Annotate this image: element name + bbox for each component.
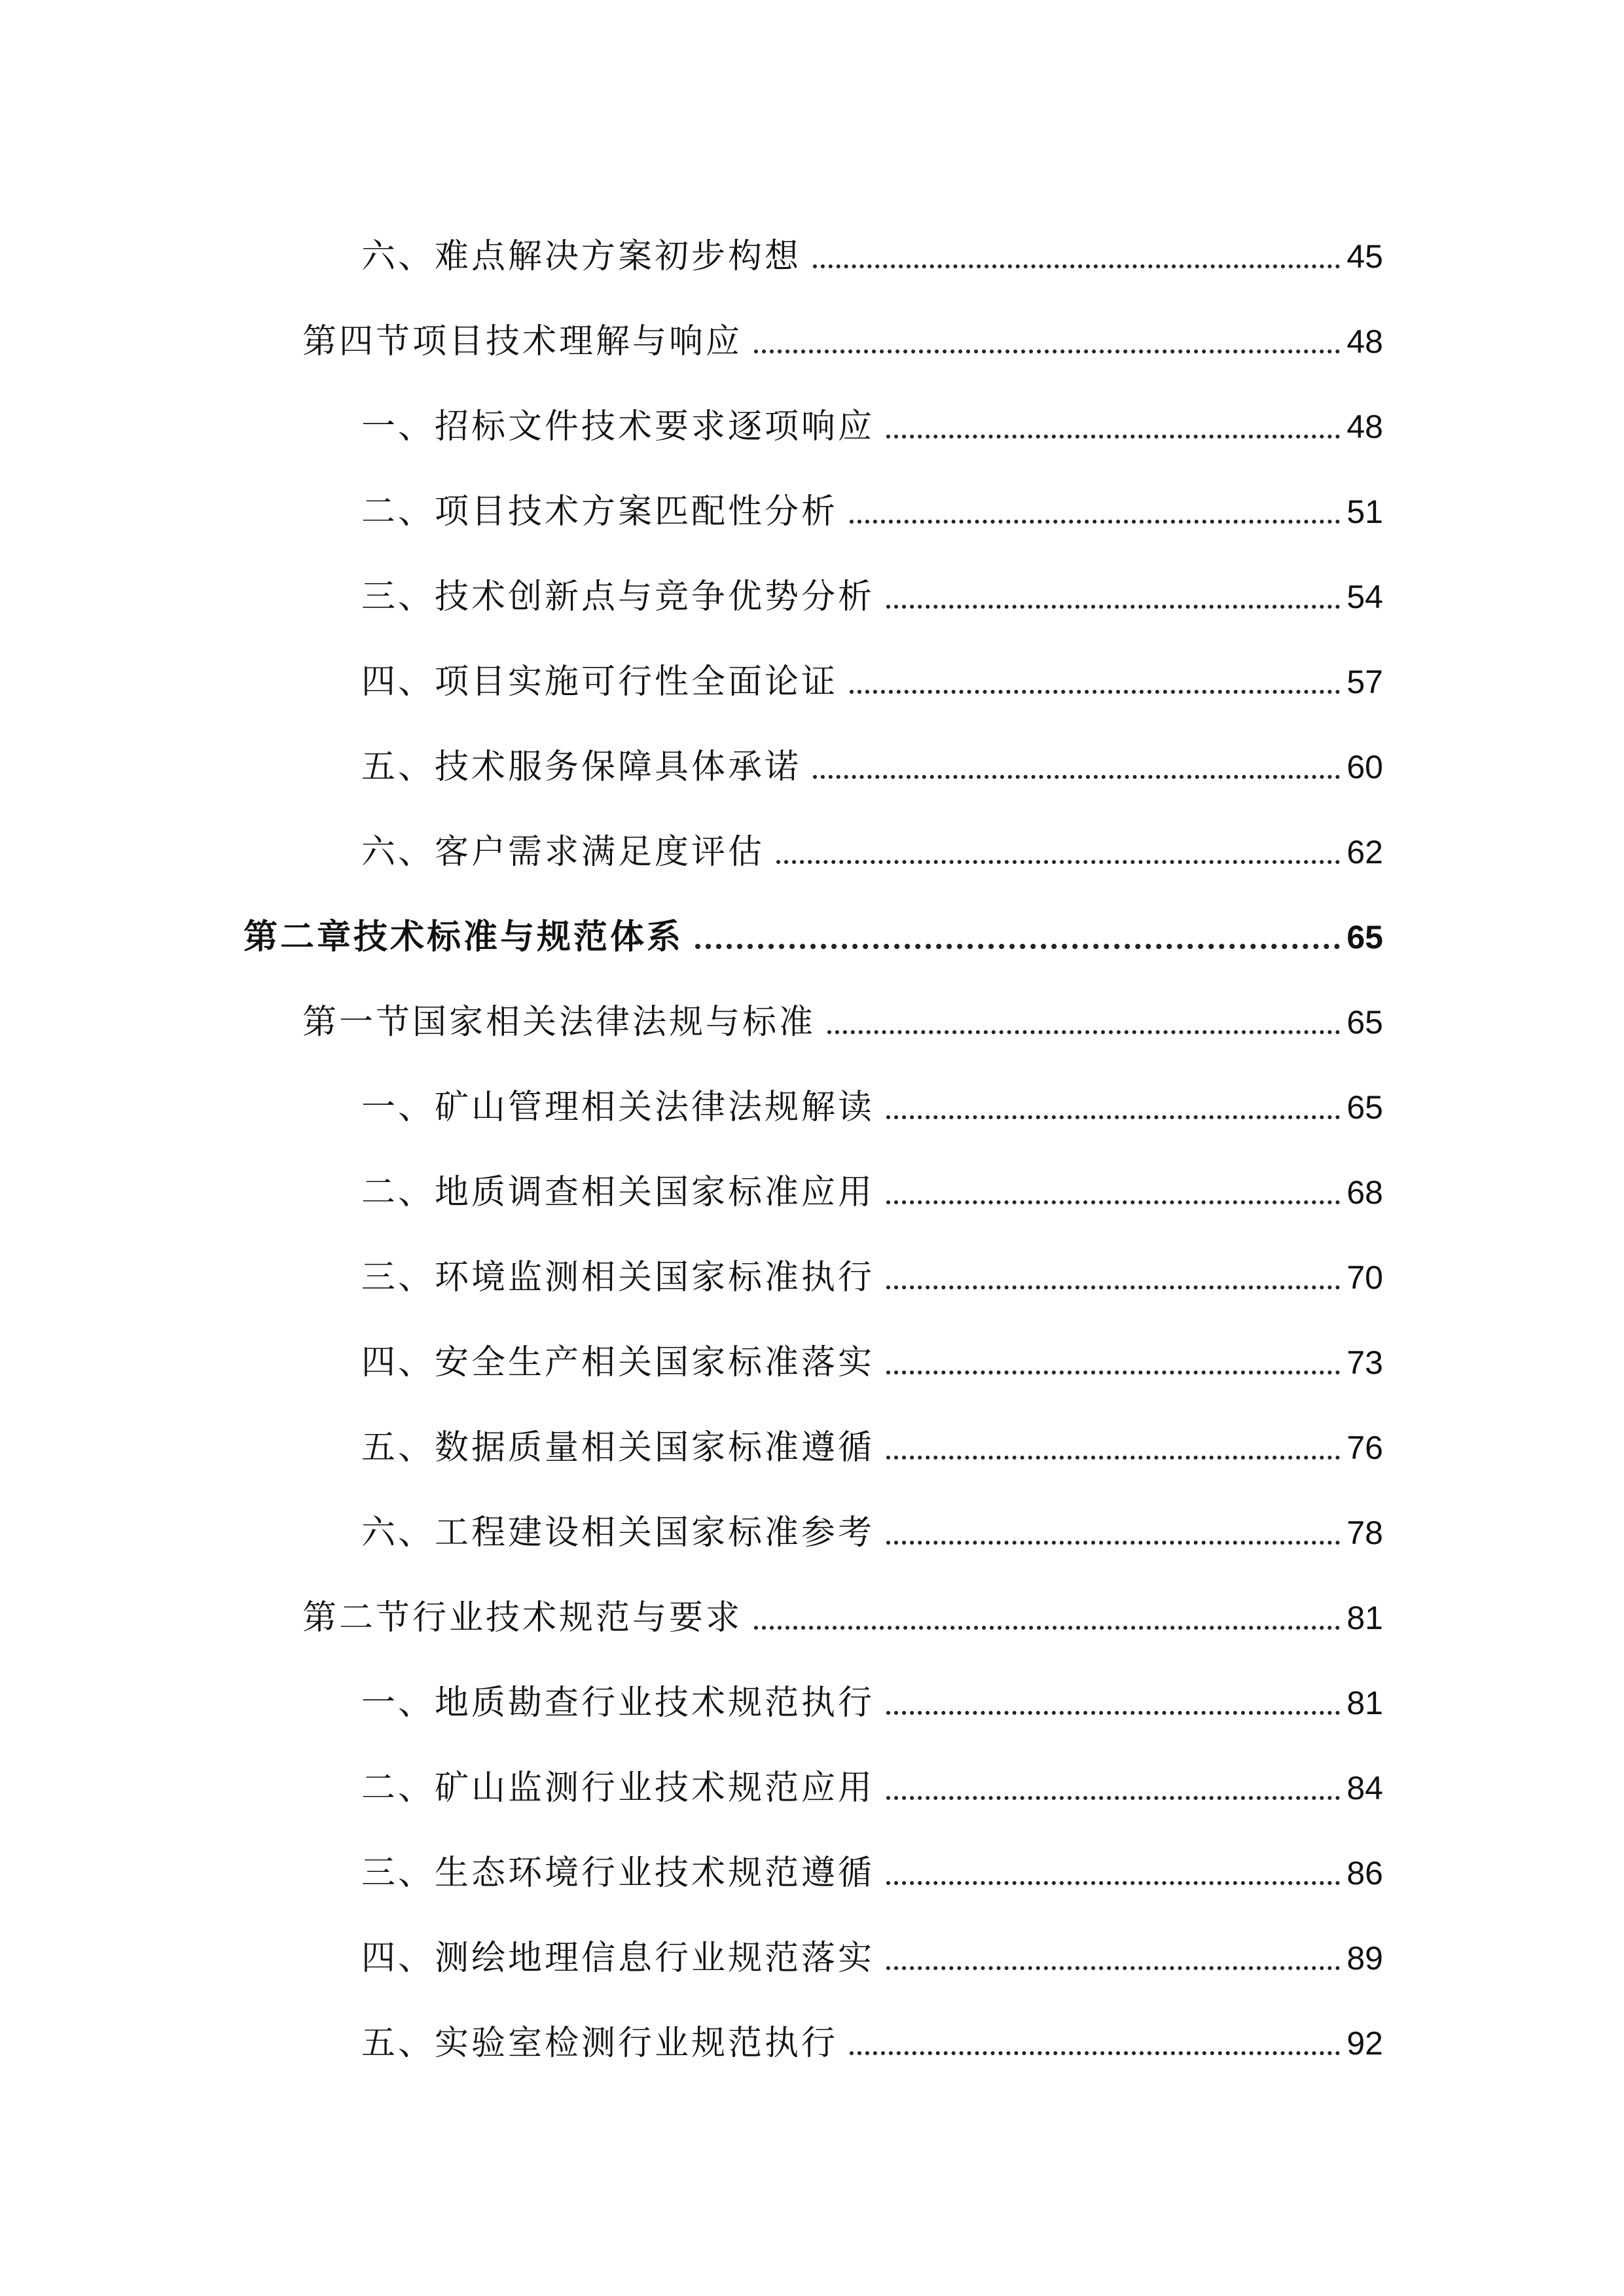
toc-entry-title: 第一节国家相关法律法规与标准 bbox=[302, 1003, 816, 1042]
toc-dot-leader bbox=[886, 1371, 1340, 1374]
toc-entry-page: 62 bbox=[1346, 834, 1383, 870]
toc-entry-page: 73 bbox=[1346, 1344, 1383, 1381]
toc-entry-title: 四、测绘地理信息行业规范落实 bbox=[361, 1939, 875, 1978]
toc-entry-page: 48 bbox=[1346, 408, 1383, 445]
toc-entry[interactable] bbox=[361, 630, 1383, 702]
toc-entry[interactable] bbox=[361, 1906, 1383, 1978]
toc-entry-page: 76 bbox=[1346, 1429, 1383, 1466]
toc-dot-leader bbox=[886, 1200, 1340, 1204]
toc-entry-title: 二、项目技术方案匹配性分析 bbox=[361, 492, 839, 531]
toc-entry-page: 65 bbox=[1346, 919, 1383, 956]
toc-entry[interactable] bbox=[361, 715, 1383, 787]
toc-entry[interactable] bbox=[361, 1310, 1383, 1382]
toc-chapter-entry[interactable] bbox=[244, 885, 1383, 957]
toc-entry[interactable] bbox=[302, 289, 1383, 361]
toc-entry-page: 78 bbox=[1346, 1515, 1383, 1551]
toc-entry-page: 92 bbox=[1346, 2025, 1383, 2062]
toc-entry-page: 81 bbox=[1346, 1685, 1383, 1721]
toc-entry[interactable] bbox=[361, 1140, 1383, 1212]
toc-entry[interactable] bbox=[361, 459, 1383, 531]
toc-entry[interactable] bbox=[361, 1821, 1383, 1893]
toc-entry[interactable] bbox=[361, 204, 1383, 276]
toc-entry-title: 第二节行业技术规范与要求 bbox=[302, 1598, 743, 1638]
toc-dot-leader bbox=[827, 1030, 1340, 1034]
toc-entry[interactable] bbox=[361, 1736, 1383, 1808]
toc-entry-page: 60 bbox=[1346, 749, 1383, 785]
toc-dot-leader bbox=[850, 520, 1340, 524]
toc-entry-page: 57 bbox=[1346, 664, 1383, 700]
toc-entry-page: 48 bbox=[1346, 323, 1383, 360]
toc-entry[interactable] bbox=[302, 1566, 1383, 1638]
toc-entry-title: 第四节项目技术理解与响应 bbox=[302, 322, 743, 361]
toc-entry[interactable] bbox=[361, 545, 1383, 617]
toc-entry-page: 54 bbox=[1346, 579, 1383, 615]
toc-entry-title: 五、数据质量相关国家标准遵循 bbox=[361, 1428, 875, 1467]
toc-dot-leader bbox=[886, 1285, 1340, 1289]
toc-entry-title: 五、实验室检测行业规范执行 bbox=[361, 2024, 839, 2063]
toc-entry-page: 45 bbox=[1346, 238, 1383, 275]
toc-dot-leader bbox=[886, 605, 1340, 609]
toc-dot-leader bbox=[886, 435, 1340, 439]
toc-entry-title: 一、矿山管理相关法律法规解读 bbox=[361, 1088, 875, 1127]
toc-dot-leader bbox=[886, 1541, 1340, 1545]
toc-entry[interactable] bbox=[361, 1395, 1383, 1467]
toc-dot-leader bbox=[850, 690, 1340, 694]
toc-entry-page: 86 bbox=[1346, 1855, 1383, 1892]
toc-entry-title: 二、地质调查相关国家标准应用 bbox=[361, 1173, 875, 1212]
toc-entry[interactable] bbox=[302, 970, 1383, 1042]
toc-entry[interactable] bbox=[361, 1480, 1383, 1552]
toc-entry-title: 三、环境监测相关国家标准执行 bbox=[361, 1258, 875, 1297]
toc-dot-leader bbox=[776, 860, 1340, 864]
toc-entry[interactable] bbox=[361, 1055, 1383, 1127]
toc-entry-title: 第二章技术标准与规范体系 bbox=[244, 917, 684, 957]
toc-dot-leader bbox=[886, 1115, 1340, 1119]
toc-entry-page: 84 bbox=[1346, 1770, 1383, 1806]
toc-dot-leader bbox=[813, 775, 1340, 779]
toc-dot-leader bbox=[695, 944, 1340, 949]
toc-entry[interactable] bbox=[361, 1225, 1383, 1297]
toc-entry-page: 65 bbox=[1346, 1004, 1383, 1041]
toc-entry-title: 三、生态环境行业技术规范遵循 bbox=[361, 1854, 875, 1893]
toc-dot-leader bbox=[813, 264, 1340, 268]
toc-dot-leader bbox=[754, 350, 1340, 353]
toc-dot-leader bbox=[886, 1966, 1340, 1970]
toc-entry[interactable] bbox=[361, 1651, 1383, 1723]
toc-entry-title: 三、技术创新点与竞争优势分析 bbox=[361, 577, 875, 617]
toc-dot-leader bbox=[886, 1881, 1340, 1885]
toc-entry[interactable] bbox=[361, 374, 1383, 446]
toc-entry-title: 六、难点解决方案初步构想 bbox=[361, 237, 802, 276]
toc-entry-title: 六、工程建设相关国家标准参考 bbox=[361, 1513, 875, 1552]
toc-entry[interactable] bbox=[361, 800, 1383, 872]
toc-entry-page: 89 bbox=[1346, 1940, 1383, 1977]
toc-entry-title: 五、技术服务保障具体承诺 bbox=[361, 747, 802, 787]
toc-dot-leader bbox=[850, 2051, 1340, 2055]
toc-entry-page: 70 bbox=[1346, 1259, 1383, 1296]
toc-entry-page: 51 bbox=[1346, 493, 1383, 530]
toc-dot-leader bbox=[754, 1626, 1340, 1630]
toc-entry-title: 四、项目实施可行性全面论证 bbox=[361, 662, 839, 702]
toc-entry-title: 一、招标文件技术要求逐项响应 bbox=[361, 407, 875, 446]
toc-dot-leader bbox=[886, 1711, 1340, 1715]
toc-entry-page: 65 bbox=[1346, 1089, 1383, 1126]
toc-entry-title: 一、地质勘查行业技术规范执行 bbox=[361, 1683, 875, 1723]
toc-dot-leader bbox=[886, 1796, 1340, 1800]
toc-entry-page: 81 bbox=[1346, 1600, 1383, 1636]
toc-entry-title: 四、安全生产相关国家标准落实 bbox=[361, 1343, 875, 1382]
toc-dot-leader bbox=[886, 1456, 1340, 1460]
toc-entry-title: 二、矿山监测行业技术规范应用 bbox=[361, 1768, 875, 1808]
toc-entry-page: 68 bbox=[1346, 1174, 1383, 1211]
toc-entry-title: 六、客户需求满足度评估 bbox=[361, 833, 765, 872]
toc-entry[interactable] bbox=[361, 1991, 1383, 2063]
